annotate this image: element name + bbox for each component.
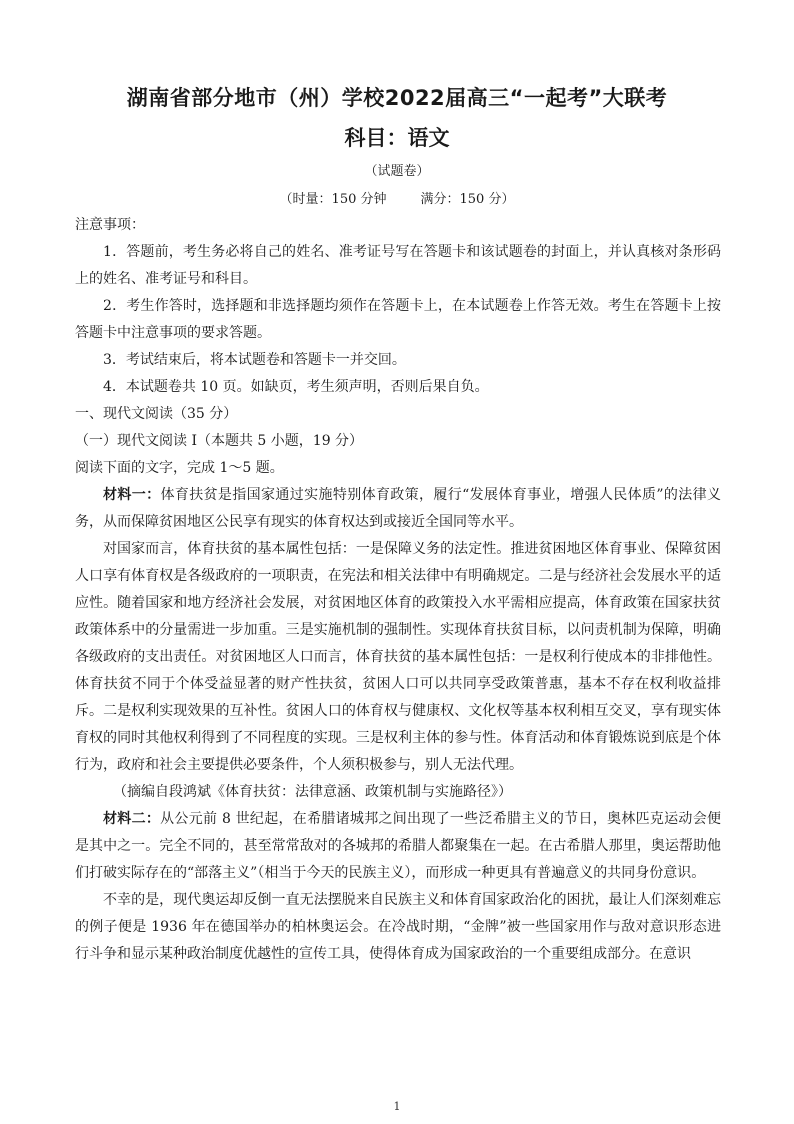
notice-item: 1．答题前，考生务必将自己的姓名、准考证号写在答题卡和该试题卷的封面上，并认真核对条形码上的姓名、准考证号和科目。 bbox=[75, 244, 721, 287]
notice-item: 3．考试结束后，将本试题卷和答题卡一并交回。 bbox=[103, 352, 406, 368]
material-two-paragraph bbox=[75, 806, 721, 887]
subject-heading: 科目：语文 bbox=[344, 126, 450, 150]
material-one-text: 体育扶贫是指国家通过实施特别体育政策，履行“发展体育事业，增强人民体质”的法律义务，从而保障贫困地区公民享有现实的体育权达到或接近全国同等水平。 bbox=[75, 487, 722, 530]
notice-item: 2．考生作答时，选择题和非选择题均须作在答题卡上，在本试题卷上作答无效。考生在答题卡上按答题卡中注意事项的要求答题。 bbox=[75, 298, 721, 341]
full-score: 满分：150 分） bbox=[420, 192, 515, 207]
section-subtitle: （一）现代文阅读 I（本题共 5 小题，19 分） bbox=[75, 433, 364, 449]
notice-item: 4．本试题卷共 10 页。如缺页，考生须声明，否则后果自负。 bbox=[103, 379, 489, 395]
paper-type: （试题卷） bbox=[364, 164, 430, 179]
page-number: 1 bbox=[393, 1100, 401, 1113]
material-two-label: 材料二： bbox=[103, 811, 161, 827]
material-two-text: 从公元前 8 世纪起，在希腊诸城邦之间出现了一些泛希腊主义的节日，奥林匹克运动会便是其中之一。完全不同的，甚至常常敌对的各城邦的希腊人都聚集在一起。在古希腊人那里，奥运帮助他们打破实际存在的“部落主义”（相当于今天的民族主义），而形成一种更具有普遍意义的共同身份意识。 bbox=[75, 811, 721, 881]
material-one-paragraph bbox=[75, 482, 721, 536]
material-one-label: 材料一： bbox=[103, 487, 161, 503]
time-limit: （时量：150 分钟 bbox=[279, 192, 387, 207]
material-two-paragraph-2: 不幸的是，现代奥运却反倒一直无法摆脱来自民族主义和体育国家政治化的困扰，最让人们深刻难忘的例子便是 1936 年在德国举办的柏林奥运会。在冷战时期，“金牌”被一些国家用作与敌对意识形态进行斗争和显示某种政治制度优越性的宣传工具，使得体育成为国家政治的一个重要组成部分。在意识 bbox=[75, 892, 721, 962]
section-title: 一、现代文阅读（35 分） bbox=[75, 406, 238, 422]
material-one-paragraph-2: 对国家而言，体育扶贫的基本属性包括：一是保障义务的法定性。推进贫困地区体育事业、保障贫困人口享有体育权是各级政府的一项职责，在宪法和相关法律中有明确规定。二是与经济社会发展水平的适应性。随着国家和地方经济社会发展，对贫困地区体育的政策投入水平需相应提高，体育政策在国家扶贫政策体系中的分量需进一步加重。三是实施机制的强制性。实现体育扶贫目标，以问责机制为保障，明确各级政府的支出责任。对贫困地区人口而言，体育扶贫的基本属性包括：一是权利行使成本的非排他性。体育扶贫不同于个体受益显著的财产性扶贫，贫困人口可以共同享受政策普惠，基本不存在权利收益排斥。二是权利实现效果的互补性。贫困人口的体育权与健康权、文化权等基本权利相互交叉，享有现实体育权的同时其他权利得到了不同程度的实现。三是权利主体的参与性。体育活动和体育锻炼说到底是个体行为，政府和社会主要提供必要条件，个人须积极参与，别人无法代理。 bbox=[75, 541, 721, 773]
section-instruction: 阅读下面的文字，完成 1～5 题。 bbox=[75, 460, 284, 476]
material-one-source: （摘编自段鸿斌《体育扶贫：法律意涵、政策机制与实施路径》） bbox=[113, 784, 512, 800]
exam-title: 湖南省部分地市（州）学校2022届高三“一起考”大联考 bbox=[126, 86, 668, 110]
exam-body bbox=[75, 212, 721, 968]
time-score-line bbox=[0, 188, 794, 207]
notice-heading: 注意事项： bbox=[75, 217, 145, 233]
